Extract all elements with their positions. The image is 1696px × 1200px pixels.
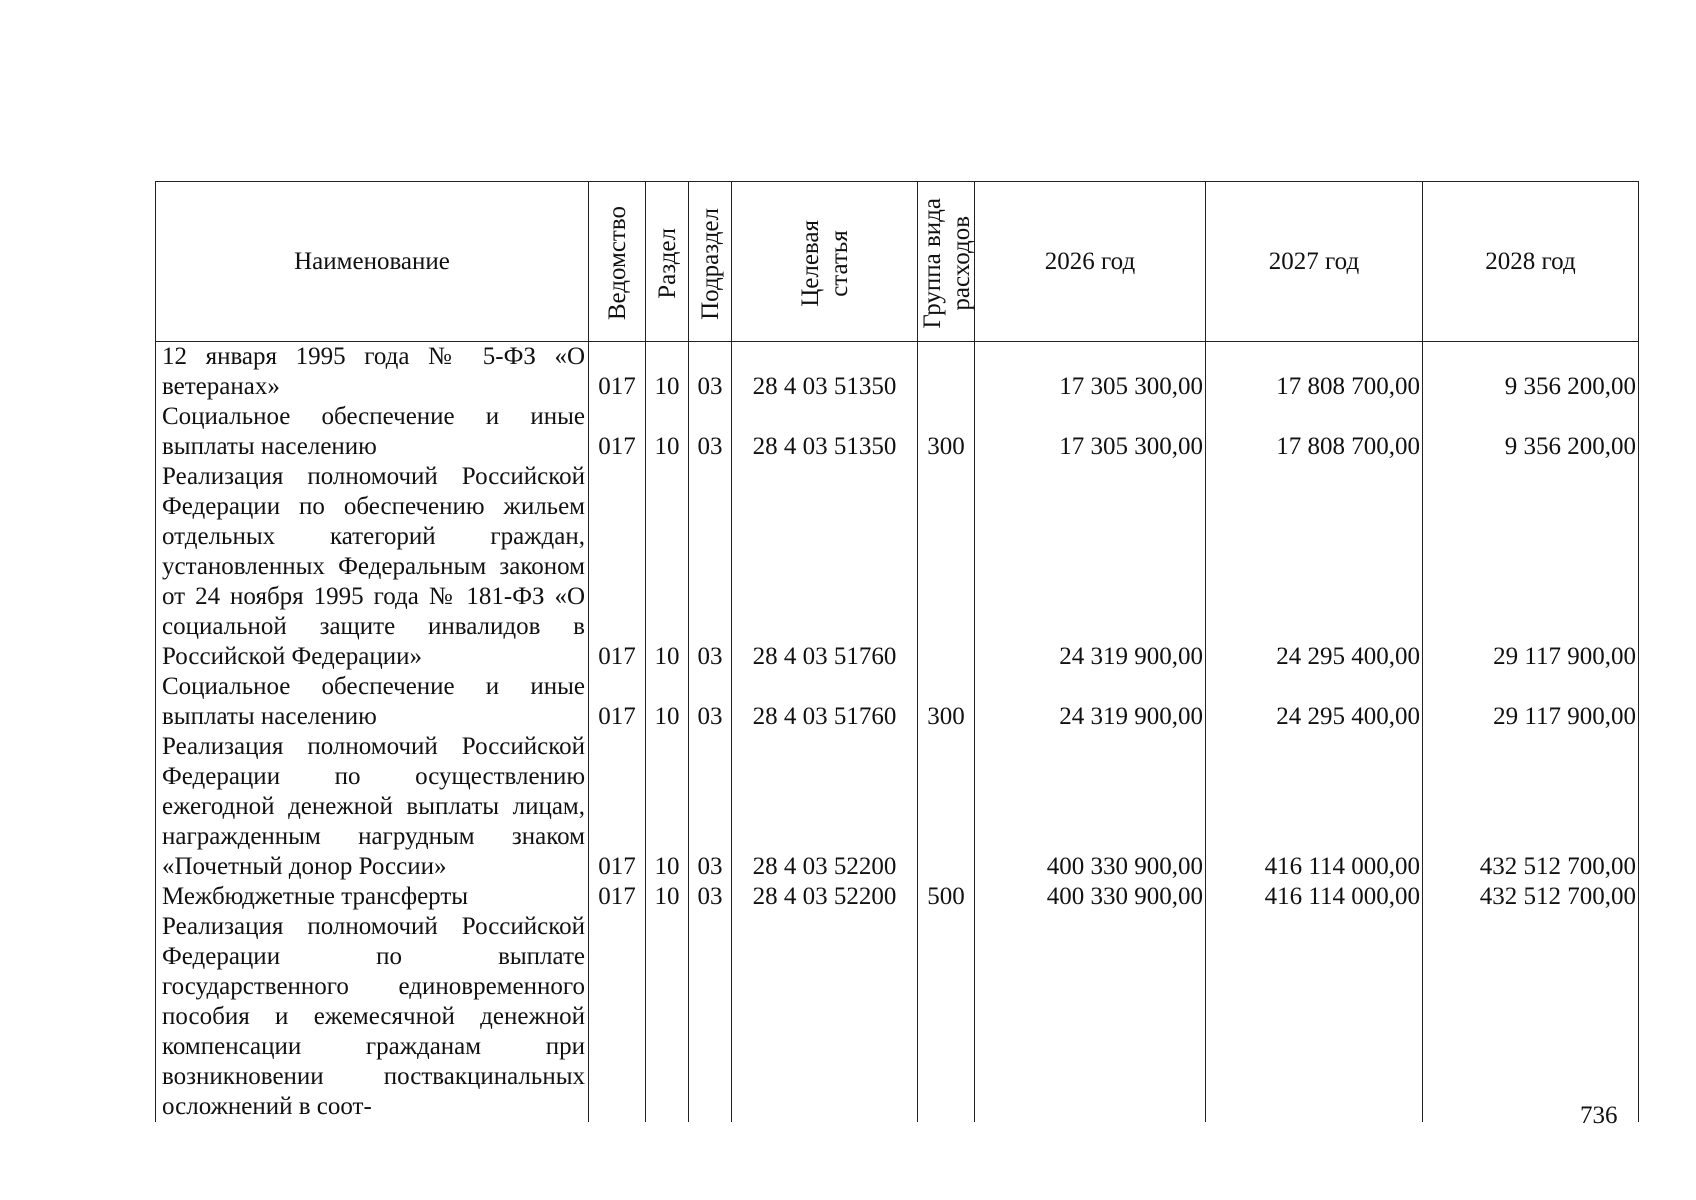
- row-2027: 17 808 700,00: [1206, 402, 1423, 462]
- table-row: [156, 462, 1639, 672]
- row-2028: 29 117 900,00: [1423, 672, 1639, 732]
- row-2027: 416 114 000,00: [1206, 732, 1423, 882]
- row-2026: [975, 912, 1206, 1122]
- row-expense-group: [918, 912, 975, 1122]
- row-podrazdel: 03: [689, 732, 732, 882]
- row-name: Реализация полномочий Российской Федерации по обеспечению жильем отдельных категорий граждан, установленных Федеральным законом от 24 ноября 1995 года № 181-ФЗ «О социальной защите инвалидов в Российской Федерации»: [156, 462, 589, 672]
- row-2028: 9 356 200,00: [1423, 402, 1639, 462]
- row-2027: 416 114 000,00: [1206, 882, 1423, 912]
- header-podrazdel: Подраздел: [689, 182, 732, 342]
- table-row: [156, 402, 1639, 462]
- table-row: [156, 732, 1639, 882]
- row-name: Межбюджетные трансферты: [156, 882, 589, 912]
- row-vedomstvo: 017: [589, 732, 646, 882]
- row-2026: 17 305 300,00: [975, 342, 1206, 403]
- row-target-article: 28 4 03 51760: [732, 462, 918, 672]
- row-vedomstvo: 017: [589, 882, 646, 912]
- header-2027: 2027 год: [1206, 182, 1423, 342]
- row-razdel: 10: [646, 882, 689, 912]
- table-header-row: [156, 182, 1639, 342]
- table-row: [156, 342, 1639, 403]
- header-razdel: Раздел: [646, 182, 689, 342]
- row-podrazdel: 03: [689, 402, 732, 462]
- row-podrazdel: 03: [689, 342, 732, 403]
- row-vedomstvo: 017: [589, 462, 646, 672]
- row-expense-group: [918, 342, 975, 403]
- row-2027: 17 808 700,00: [1206, 342, 1423, 403]
- row-name: Социальное обеспечение и иные выплаты населению: [156, 402, 589, 462]
- row-name: Социальное обеспечение и иные выплаты населению: [156, 672, 589, 732]
- row-target-article: 28 4 03 52200: [732, 882, 918, 912]
- page-number: 736: [1580, 1102, 1618, 1129]
- row-2026: 400 330 900,00: [975, 732, 1206, 882]
- header-2028: 2028 год: [1423, 182, 1639, 342]
- row-target-article: 28 4 03 51760: [732, 672, 918, 732]
- row-razdel: 10: [646, 342, 689, 403]
- table-row: [156, 882, 1639, 912]
- header-target-article: Целевая статья: [732, 182, 918, 342]
- row-name: Реализация полномочий Российской Федерации по осуществлению ежегодной денежной выплаты лицам, награжденным нагрудным знаком «Почетный донор России»: [156, 732, 589, 882]
- row-2026: 17 305 300,00: [975, 402, 1206, 462]
- row-2028: [1423, 912, 1639, 1122]
- row-razdel: 10: [646, 402, 689, 462]
- row-2028: 9 356 200,00: [1423, 342, 1639, 403]
- row-2027: 24 295 400,00: [1206, 672, 1423, 732]
- table-row: [156, 912, 1639, 1122]
- row-2027: 24 295 400,00: [1206, 462, 1423, 672]
- row-2026: 24 319 900,00: [975, 672, 1206, 732]
- header-2026: 2026 год: [975, 182, 1206, 342]
- row-podrazdel: 03: [689, 882, 732, 912]
- row-target-article: 28 4 03 52200: [732, 732, 918, 882]
- header-vedomstvo: Ведомство: [589, 182, 646, 342]
- row-vedomstvo: 017: [589, 342, 646, 403]
- row-target-article: 28 4 03 51350: [732, 342, 918, 403]
- row-vedomstvo: [589, 912, 646, 1122]
- row-vedomstvo: 017: [589, 672, 646, 732]
- row-vedomstvo: 017: [589, 402, 646, 462]
- row-2028: 432 512 700,00: [1423, 882, 1639, 912]
- row-expense-group: 300: [918, 672, 975, 732]
- row-podrazdel: 03: [689, 462, 732, 672]
- row-expense-group: [918, 462, 975, 672]
- row-target-article: [732, 912, 918, 1122]
- row-expense-group: 300: [918, 402, 975, 462]
- row-podrazdel: [689, 912, 732, 1122]
- row-2026: 24 319 900,00: [975, 462, 1206, 672]
- row-razdel: [646, 912, 689, 1122]
- table-row: [156, 672, 1639, 732]
- row-razdel: 10: [646, 672, 689, 732]
- row-2026: 400 330 900,00: [975, 882, 1206, 912]
- row-2028: 432 512 700,00: [1423, 732, 1639, 882]
- header-expense-group: Группа вида расходов: [918, 182, 975, 342]
- budget-table: [155, 181, 1639, 1122]
- row-name: 12 января 1995 года № 5-ФЗ «О ветеранах»: [156, 342, 589, 403]
- row-podrazdel: 03: [689, 672, 732, 732]
- row-razdel: 10: [646, 732, 689, 882]
- row-name: Реализация полномочий Российской Федерации по выплате государственного единовременного пособия и ежемесячной денежной компенсации гражданам при возникновении поствакцинальных осложнений в соот-: [156, 912, 589, 1122]
- header-name: Наименование: [156, 182, 589, 342]
- row-2027: [1206, 912, 1423, 1122]
- row-razdel: 10: [646, 462, 689, 672]
- row-expense-group: 500: [918, 882, 975, 912]
- row-expense-group: [918, 732, 975, 882]
- row-2028: 29 117 900,00: [1423, 462, 1639, 672]
- row-target-article: 28 4 03 51350: [732, 402, 918, 462]
